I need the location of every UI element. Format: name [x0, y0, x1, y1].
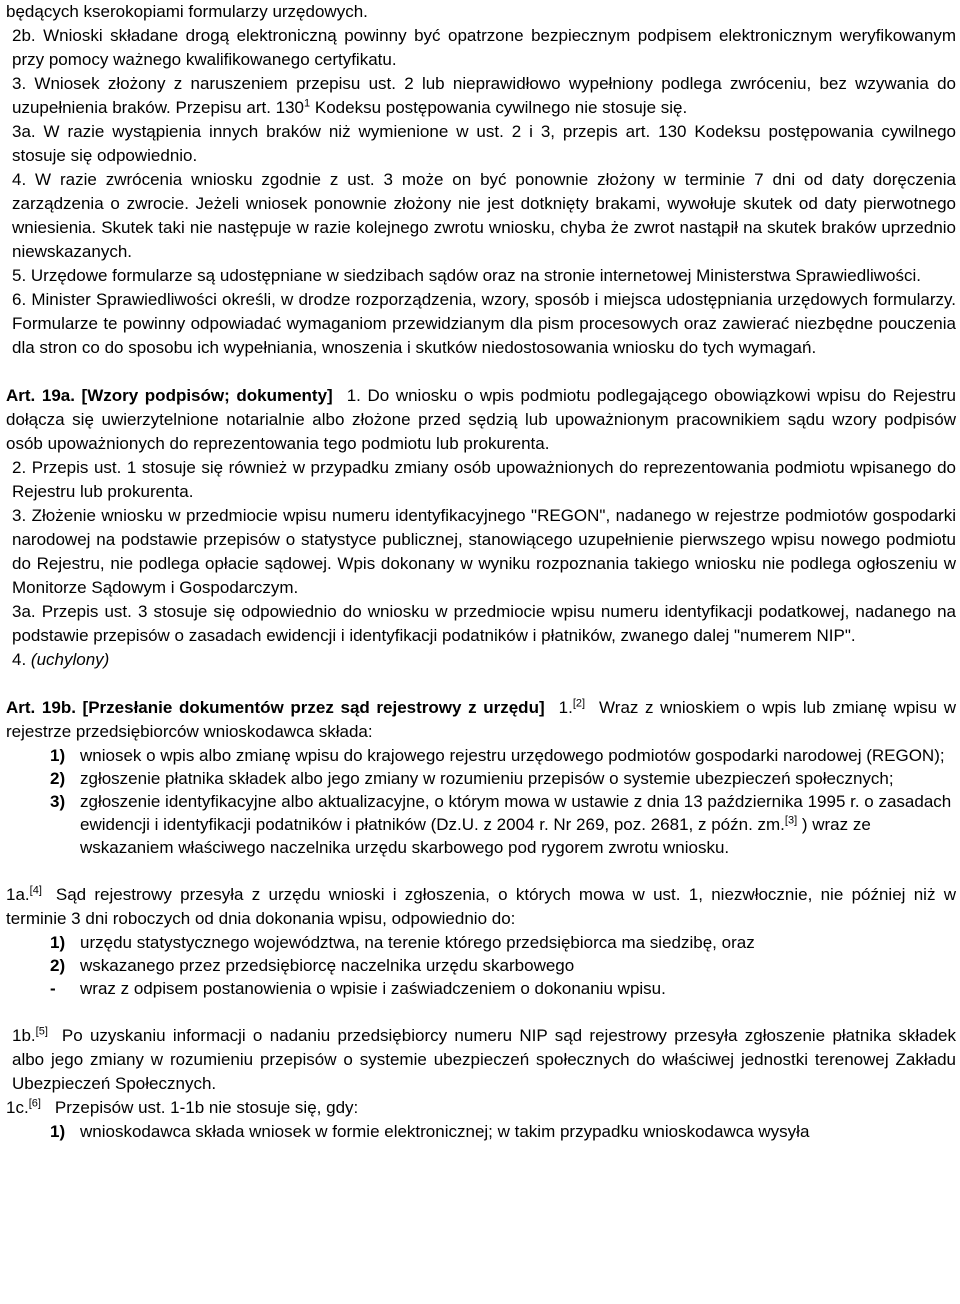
footnote-ref: [5] — [35, 1025, 48, 1038]
document-page — [6, 0, 956, 1143]
art-19a-paragraph-2: 2. Przepis ust. 1 stosuje się również w przypadku zmiany osób upoważnionych do reprezentowania podmiotu wpisanego do Rejestru lub prokurenta. — [12, 458, 956, 501]
paragraph-3: 3. Wniosek złożony z naruszeniem przepisu ust. 2 lub nieprawidłowo wypełniony podlega zwróceniu, bez wzywania do uzupełnienia braków. Przepisu art. $130^1$ Kodeksu postępowania cywilnego nie stosuje się. — [12, 74, 956, 117]
footnote-ref: [2] — [572, 697, 586, 710]
paragraph-3a: 3a. W razie wystąpienia innych braków niż wymienione w ust. 2 i 3, przepis art. 130 Kodeksu postępowania cywilnego stosuje się odpowiednio. — [12, 122, 956, 165]
art-19b-paragraph-1a: 1a.[4] Sąd rejestrowy przesyła z urzędu wnioski i zgłoszenia, o których mowa w ust. 1, niezwłocznie, nie później niż w terminie 3 dni roboczych od dnia dokonania wpisu, odpowiednio do: — [6, 884, 956, 928]
paragraph-2b: 2b. Wnioski składane drogą elektroniczną powinny być opatrzone bezpiecznym podpisem elektronicznym weryfikowanym przy pomocy ważnego kwalifikowanego certyfikatu. — [12, 26, 956, 69]
art-19b-paragraph-1c: 1c.[6] Przepisów ust. 1-1b nie stosuje się, gdy: — [6, 1097, 359, 1117]
paragraph-5: 5. Urzędowe formularze są udostępniane w siedzibach sądów oraz na stronie internetowej Ministerstwa Sprawiedliwości. — [12, 266, 921, 285]
art-19a-paragraph-1: Art. 19a. [Wzory podpisów; dokumenty] 1. Do wniosku o wpis podmiotu podlegającego obowiązkowi wpisu do Rejestru dołącza się uwierzytelnione notarialnie albo złożone przed sędzią lub upoważnionym pracownikiem sądu wzory podpisów osób upoważnionych do reprezentowania tego podmiotu lub prokurenta. — [6, 386, 956, 453]
list-item: 3) zgłoszenie identyfikacyjne albo aktualizacyjne, o którym mowa w ustawie z dnia 13 października 1995 r. o zasadach ewidencji i identyfikacji podatników i płatników (Dz.U. z 2004 r. Nr 269, poz. 2681, z późn. zm.[3] ) wraz ze wskazaniem właściwego naczelnika urzędu skarbowego pod rygorem zwrotu wniosku. — [50, 792, 952, 857]
footnote-ref: [6] — [28, 1097, 41, 1110]
list-item: 1) urzędu statystycznego województwa, na terenie którego przedsiębiorca ma siedzibę, oraz — [50, 933, 755, 952]
article-heading: Art. 19b. [Przesłanie dokumentów przez sąd rejestrowy z urzędu] — [6, 698, 545, 717]
footnote-ref: 1 — [304, 97, 311, 110]
text-line: będących kserokopiami formularzy urzędowych. — [6, 2, 368, 21]
article-heading: Art. 19a. [Wzory podpisów; dokumenty] — [6, 386, 333, 405]
paragraph-4: 4. W razie zwrócenia wniosku zgodnie z ust. 3 może on być ponownie złożony w terminie 7 dni od daty doręczenia zarządzenia o zwrocie. Jeżeli wniosek ponownie złożony nie jest dotknięty brakami, wywołuje skutek od daty pierwotnego wniesienia. Skutek taki nie następuje w razie kolejnego zwrotu wniosku, chyba że zwrot nastąpił na skutek braków uprzednio niewskazanych. — [12, 170, 956, 261]
art-19b-paragraph-1b: 1b.[5] Po uzyskaniu informacji o nadaniu przedsiębiorcy numeru NIP sąd rejestrowy przesyła zgłoszenie płatnika składek albo jego zmiany w rozumieniu przepisów o systemie ubezpieczeń społecznych do właściwej jednostki terenowej Zakładu Ubezpieczeń Społecznych. — [12, 1025, 956, 1093]
art-19a-paragraph-4: 4. (uchylony) — [12, 650, 110, 669]
list-item: 1) wniosek o wpis albo zmianę wpisu do krajowego rejestru urzędowego podmiotów gospodarki narodowej (REGON); — [50, 746, 945, 765]
footnote-ref: [3] — [784, 814, 798, 827]
list-item: 1) wnioskodawca składa wniosek w formie elektronicznej; w takim przypadku wnioskodawca wysyła — [50, 1122, 810, 1141]
footnote-ref: [4] — [29, 884, 42, 897]
paragraph-6: 6. Minister Sprawiedliwości określi, w drodze rozporządzenia, wzory, sposób i miejsca udostępniania urzędowych formularzy. Formularze te powinny odpowiadać wymaganiom przewidzianym dla pism procesowych oraz zawierać niezbędne pouczenia dla stron co do sposobu ich wypełniania, wnoszenia i skutków niedostosowania wniosku do tych wymagań. — [12, 290, 956, 357]
art-19a-paragraph-3a: 3a. Przepis ust. 3 stosuje się odpowiednio do wniosku w przedmiocie wpisu numeru identyfikacji podatkowej, nadanego na podstawie przepisów o zasadach ewidencji i identyfikacji podatników i płatników, zwanego dalej "numerem NIP". — [12, 602, 956, 645]
list-item: - wraz z odpisem postanowienia o wpisie i zaświadczeniem o dokonaniu wpisu. — [50, 979, 666, 998]
art-19a-paragraph-3: 3. Złożenie wniosku w przedmiocie wpisu numeru identyfikacyjnego "REGON", nadanego w rejestrze podmiotów gospodarki narodowej na podstawie przepisów o statystyce publicznej, stanowiącego uzupełnienie pierwszego wpisu nowego podmiotu do Rejestru, nie podlega opłacie sądowej. Wpis dokonany w wyniku rozpoznania takiego wniosku nie podlega ogłoszeniu w Monitorze Sądowym i Gospodarczym. — [12, 506, 956, 597]
list-item: 2) wskazanego przez przedsiębiorcę naczelnika urzędu skarbowego — [50, 956, 575, 975]
list-item: 2) zgłoszenie płatnika składek albo jego zmiany w rozumieniu przepisów o systemie ubezpieczeń społecznych; — [50, 769, 894, 788]
art-19b-paragraph-1: Art. 19b. [Przesłanie dokumentów przez sąd rejestrowy z urzędu] 1.[2] Wraz z wnioskiem o wpis lub zmianę wpisu w rejestrze przedsiębiorców wnioskodawca składa: — [6, 697, 956, 741]
